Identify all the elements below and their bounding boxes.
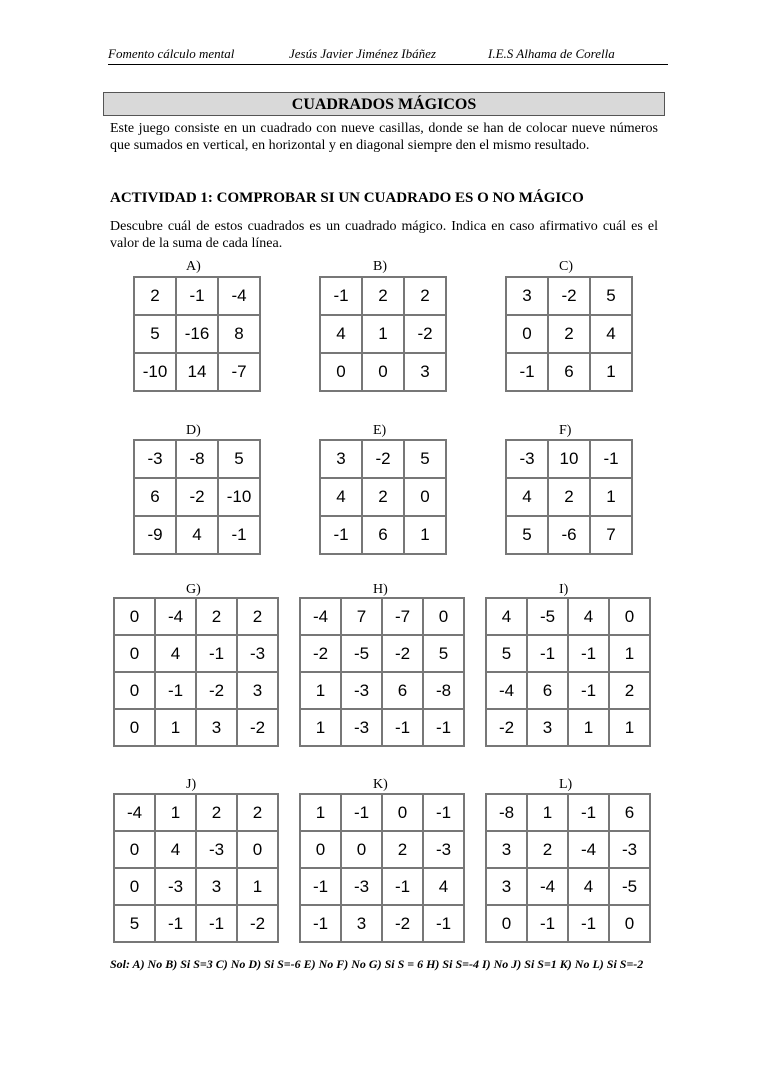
- square-cell: 1: [155, 794, 196, 831]
- magic-square-a: [133, 276, 261, 392]
- square-row: [320, 478, 446, 516]
- square-cell: 1: [590, 478, 632, 516]
- square-cell: 0: [341, 831, 382, 868]
- magic-square-j: [113, 793, 279, 943]
- square-cell: -16: [176, 315, 218, 353]
- square-cell: 0: [300, 831, 341, 868]
- square-cell: 5: [134, 315, 176, 353]
- square-cell: -2: [382, 905, 423, 942]
- square-row: [114, 635, 278, 672]
- square-cell: 2: [237, 598, 278, 635]
- square-row: [486, 598, 650, 635]
- square-cell: -3: [196, 831, 237, 868]
- square-row: [486, 794, 650, 831]
- puzzle-label-d: D): [186, 423, 201, 438]
- square-cell: 5: [218, 440, 260, 478]
- square-cell: 4: [590, 315, 632, 353]
- square-row: [320, 440, 446, 478]
- square-cell: 1: [609, 635, 650, 672]
- square-cell: 4: [320, 478, 362, 516]
- square-row: [300, 635, 464, 672]
- square-cell: -1: [176, 277, 218, 315]
- puzzle-label-i: I): [559, 582, 569, 597]
- square-cell: 3: [404, 353, 446, 391]
- square-cell: 5: [404, 440, 446, 478]
- square-row: [300, 672, 464, 709]
- square-cell: -2: [362, 440, 404, 478]
- square-cell: 3: [486, 868, 527, 905]
- square-cell: 4: [155, 831, 196, 868]
- square-cell: -4: [114, 794, 155, 831]
- square-cell: -1: [300, 868, 341, 905]
- header-right: I.E.S Alhama de Corella: [488, 46, 615, 61]
- square-row: [320, 315, 446, 353]
- header-left: Fomento cálculo mental: [108, 46, 235, 61]
- square-cell: -2: [548, 277, 590, 315]
- square-row: [300, 598, 464, 635]
- square-cell: -8: [423, 672, 464, 709]
- square-cell: 0: [362, 353, 404, 391]
- square-cell: -1: [196, 635, 237, 672]
- square-cell: -3: [341, 868, 382, 905]
- square-cell: -1: [155, 672, 196, 709]
- square-cell: 2: [382, 831, 423, 868]
- square-row: [300, 709, 464, 746]
- square-cell: 3: [506, 277, 548, 315]
- square-cell: 6: [362, 516, 404, 554]
- square-cell: 6: [548, 353, 590, 391]
- square-cell: -5: [609, 868, 650, 905]
- square-cell: -1: [155, 905, 196, 942]
- square-cell: 0: [609, 905, 650, 942]
- square-cell: -7: [382, 598, 423, 635]
- square-cell: 0: [114, 635, 155, 672]
- square-row: [300, 831, 464, 868]
- square-row: [114, 905, 278, 942]
- square-cell: -2: [237, 709, 278, 746]
- square-cell: 0: [114, 868, 155, 905]
- square-cell: -5: [527, 598, 568, 635]
- square-cell: 0: [382, 794, 423, 831]
- magic-square-c: [505, 276, 633, 392]
- square-cell: -2: [486, 709, 527, 746]
- square-cell: -2: [176, 478, 218, 516]
- puzzle-label-g: G): [186, 582, 201, 597]
- square-cell: 1: [237, 868, 278, 905]
- square-row: [506, 516, 632, 554]
- square-cell: -1: [300, 905, 341, 942]
- square-cell: 3: [527, 709, 568, 746]
- square-row: [486, 905, 650, 942]
- square-cell: 2: [548, 478, 590, 516]
- square-cell: 0: [237, 831, 278, 868]
- square-cell: 4: [423, 868, 464, 905]
- square-row: [114, 672, 278, 709]
- square-row: [486, 709, 650, 746]
- square-row: [486, 635, 650, 672]
- magic-square-b: [319, 276, 447, 392]
- square-cell: -9: [134, 516, 176, 554]
- square-cell: -3: [423, 831, 464, 868]
- square-row: [114, 794, 278, 831]
- page-header: [108, 46, 668, 65]
- square-cell: 4: [568, 598, 609, 635]
- square-cell: 2: [362, 277, 404, 315]
- square-cell: 0: [114, 831, 155, 868]
- intro-text: Este juego consiste en un cuadrado con nueve casillas, donde se han de colocar nueve números que sumados en vertical, en horizontal y en diagonal siempre den el mismo resultado.: [110, 121, 658, 153]
- puzzle-label-f: F): [559, 423, 572, 438]
- square-cell: -1: [320, 516, 362, 554]
- square-row: [134, 440, 260, 478]
- square-cell: -4: [486, 672, 527, 709]
- square-cell: 10: [548, 440, 590, 478]
- header-center: Jesús Javier Jiménez Ibáñez: [289, 46, 436, 61]
- square-cell: 2: [404, 277, 446, 315]
- square-cell: -4: [218, 277, 260, 315]
- square-cell: 1: [527, 794, 568, 831]
- puzzle-label-a: A): [186, 259, 201, 274]
- square-cell: 3: [486, 831, 527, 868]
- square-cell: -1: [568, 794, 609, 831]
- square-row: [114, 598, 278, 635]
- square-cell: 0: [609, 598, 650, 635]
- puzzle-label-c: C): [559, 259, 573, 274]
- square-cell: 5: [590, 277, 632, 315]
- square-cell: 5: [486, 635, 527, 672]
- square-cell: 0: [404, 478, 446, 516]
- square-row: [486, 868, 650, 905]
- square-cell: 7: [341, 598, 382, 635]
- square-cell: 1: [300, 672, 341, 709]
- square-cell: 6: [382, 672, 423, 709]
- square-cell: -10: [134, 353, 176, 391]
- magic-square-d: [133, 439, 261, 555]
- square-cell: -1: [218, 516, 260, 554]
- square-row: [134, 516, 260, 554]
- square-cell: 4: [486, 598, 527, 635]
- square-cell: -4: [300, 598, 341, 635]
- square-cell: -10: [218, 478, 260, 516]
- square-cell: 0: [114, 709, 155, 746]
- square-cell: 0: [320, 353, 362, 391]
- magic-square-e: [319, 439, 447, 555]
- square-cell: 3: [341, 905, 382, 942]
- magic-square-h: [299, 597, 465, 747]
- square-cell: -1: [320, 277, 362, 315]
- square-cell: 1: [300, 794, 341, 831]
- square-row: [134, 315, 260, 353]
- square-cell: -3: [155, 868, 196, 905]
- square-cell: 2: [196, 598, 237, 635]
- square-cell: -1: [196, 905, 237, 942]
- square-cell: 5: [114, 905, 155, 942]
- square-cell: 4: [568, 868, 609, 905]
- square-cell: -1: [506, 353, 548, 391]
- square-cell: 1: [155, 709, 196, 746]
- square-cell: 1: [590, 353, 632, 391]
- puzzle-label-j: J): [186, 777, 197, 792]
- square-cell: -1: [590, 440, 632, 478]
- solution-text: Sol: A) No B) Si S=3 C) No D) Si S=-6 E) No F) No G) Si S = 6 H) Si S=-4 I) No J) Si S=1 K) No L) Si S=-2: [110, 957, 644, 971]
- instructions-text: Descubre cuál de estos cuadrados es un cuadrado mágico. Indica en caso afirmativo cuál es el valor de la suma de cada línea.: [110, 219, 658, 251]
- square-cell: -2: [382, 635, 423, 672]
- puzzle-label-b: B): [373, 259, 387, 274]
- magic-square-i: [485, 597, 651, 747]
- square-cell: 1: [568, 709, 609, 746]
- square-cell: -2: [196, 672, 237, 709]
- square-cell: -3: [506, 440, 548, 478]
- square-cell: 1: [609, 709, 650, 746]
- square-cell: -3: [341, 672, 382, 709]
- square-row: [320, 353, 446, 391]
- square-cell: 0: [486, 905, 527, 942]
- puzzle-label-h: H): [373, 582, 388, 597]
- square-cell: -8: [176, 440, 218, 478]
- square-cell: -4: [527, 868, 568, 905]
- square-cell: -1: [382, 709, 423, 746]
- puzzle-label-k: K): [373, 777, 388, 792]
- square-cell: 0: [506, 315, 548, 353]
- square-row: [300, 905, 464, 942]
- square-row: [486, 831, 650, 868]
- square-cell: 1: [404, 516, 446, 554]
- square-row: [506, 440, 632, 478]
- page-title: CUADRADOS MÁGICOS: [103, 92, 665, 116]
- square-cell: 2: [527, 831, 568, 868]
- square-cell: 4: [506, 478, 548, 516]
- square-cell: 2: [196, 794, 237, 831]
- square-cell: -1: [341, 794, 382, 831]
- square-cell: 2: [134, 277, 176, 315]
- square-cell: -1: [527, 905, 568, 942]
- square-cell: 0: [114, 672, 155, 709]
- square-cell: -1: [568, 672, 609, 709]
- square-cell: 5: [423, 635, 464, 672]
- square-row: [320, 516, 446, 554]
- square-row: [300, 868, 464, 905]
- square-cell: 2: [362, 478, 404, 516]
- magic-square-l: [485, 793, 651, 943]
- square-cell: 6: [527, 672, 568, 709]
- square-row: [506, 315, 632, 353]
- magic-square-g: [113, 597, 279, 747]
- square-row: [134, 478, 260, 516]
- square-row: [114, 709, 278, 746]
- square-row: [506, 353, 632, 391]
- puzzle-label-l: L): [559, 777, 573, 792]
- square-cell: -6: [548, 516, 590, 554]
- square-cell: 8: [218, 315, 260, 353]
- square-cell: -1: [382, 868, 423, 905]
- puzzle-label-e: E): [373, 423, 387, 438]
- square-cell: 4: [320, 315, 362, 353]
- square-cell: -1: [423, 709, 464, 746]
- square-cell: 2: [548, 315, 590, 353]
- square-cell: -1: [568, 905, 609, 942]
- square-cell: -4: [568, 831, 609, 868]
- square-cell: -5: [341, 635, 382, 672]
- square-row: [506, 277, 632, 315]
- square-cell: 2: [237, 794, 278, 831]
- square-cell: 3: [196, 868, 237, 905]
- square-cell: -1: [527, 635, 568, 672]
- square-cell: -2: [404, 315, 446, 353]
- square-cell: -3: [341, 709, 382, 746]
- square-cell: 5: [506, 516, 548, 554]
- square-cell: -3: [609, 831, 650, 868]
- square-cell: -4: [155, 598, 196, 635]
- square-row: [114, 831, 278, 868]
- square-cell: 1: [300, 709, 341, 746]
- square-cell: 4: [176, 516, 218, 554]
- square-cell: 0: [423, 598, 464, 635]
- square-cell: 1: [362, 315, 404, 353]
- magic-square-k: [299, 793, 465, 943]
- square-cell: 4: [155, 635, 196, 672]
- square-cell: 6: [134, 478, 176, 516]
- square-cell: 3: [320, 440, 362, 478]
- square-row: [320, 277, 446, 315]
- square-cell: -1: [568, 635, 609, 672]
- square-row: [506, 478, 632, 516]
- square-cell: -2: [237, 905, 278, 942]
- square-cell: -1: [423, 905, 464, 942]
- activity-heading: ACTIVIDAD 1: COMPROBAR SI UN CUADRADO ES O NO MÁGICO: [110, 190, 584, 206]
- square-cell: -2: [300, 635, 341, 672]
- square-cell: 3: [237, 672, 278, 709]
- square-cell: -3: [237, 635, 278, 672]
- square-row: [134, 277, 260, 315]
- square-cell: 3: [196, 709, 237, 746]
- square-cell: 6: [609, 794, 650, 831]
- square-cell: 14: [176, 353, 218, 391]
- square-cell: 0: [114, 598, 155, 635]
- square-row: [300, 794, 464, 831]
- square-cell: -7: [218, 353, 260, 391]
- square-cell: -1: [423, 794, 464, 831]
- square-cell: 2: [609, 672, 650, 709]
- square-row: [114, 868, 278, 905]
- square-cell: -8: [486, 794, 527, 831]
- square-cell: -3: [134, 440, 176, 478]
- square-row: [486, 672, 650, 709]
- square-row: [134, 353, 260, 391]
- square-cell: 7: [590, 516, 632, 554]
- magic-square-f: [505, 439, 633, 555]
